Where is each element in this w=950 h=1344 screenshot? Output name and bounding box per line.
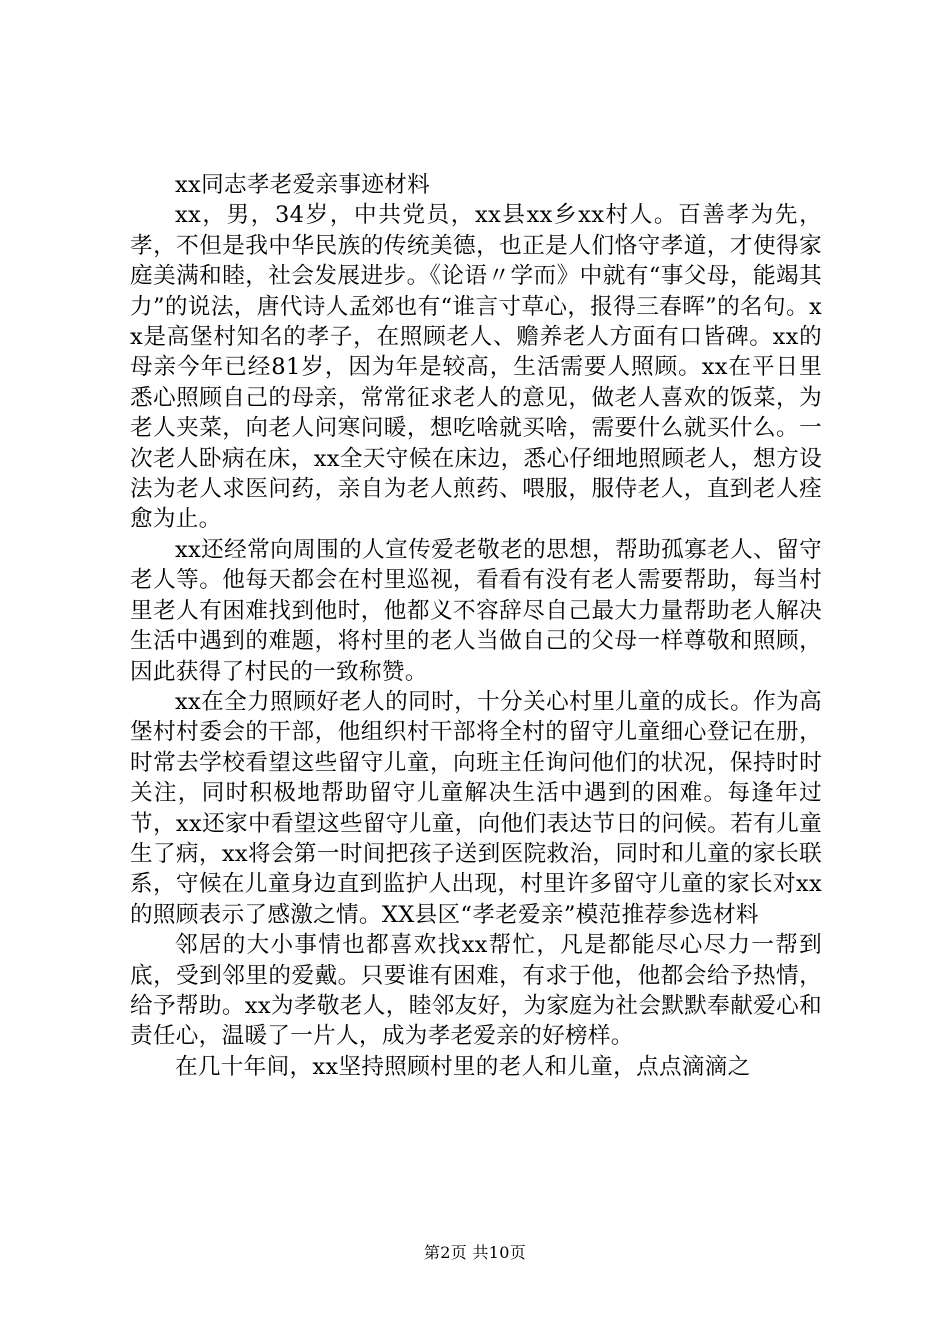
paragraph-3: xx在全力照顾好老人的同时，十分关心村里儿童的成长。作为高堡村村委会的干部，他组织村干部将全村的留守儿童细心登记在册，时常去学校看望这些留守儿童，向班主任询问他们的状况，保持时时关注，同时积极地帮助留守儿童解决生活中遇到的困难。每逢年过节，xx还家中看望这些留守儿童，向他们表达节日的问候。若有儿童生了病，xx将会第一时间把孩子送到医院救治，同时和儿童的家长联系，守候在儿童身边直到监护人出现，村里许多留守儿童的家长对xx的照顾表示了感激之情。XX县区“孝老爱亲”模范推荐参选材料 (130, 688, 822, 928)
paragraph-2: xx还经常向周围的人宣传爱老敬老的思想，帮助孤寡老人、留守老人等。他每天都会在村里巡视，看看有没有老人需要帮助，每当村里老人有困难找到他时，他都义不容辞尽自己最大力量帮助老人解决生活中遇到的难题，将村里的老人当做自己的父母一样尊敬和照顾，因此获得了村民的一致称赞。 (130, 536, 822, 685)
document-title: xx同志孝老爱亲事迹材料 (175, 172, 431, 198)
page-footer: 第2页 共10页 (423, 1243, 527, 1262)
paragraph-4: 邻居的大小事情也都喜欢找xx帮忙，凡是都能尽心尽力一帮到底，受到邻里的爱戴。只要谁有困难，有求于他，他都会给予热情，给予帮助。xx为孝敬老人，睦邻友好，为家庭为社会默默奉献爱心和责任心，温暖了一片人，成为孝老爱亲的好榜样。 (130, 932, 822, 1050)
document-body (130, 170, 822, 1082)
paragraph-1: xx，男，34岁，中共党员，xx县xx乡xx村人。百善孝为先，孝，不但是我中华民族的传统美德，也正是人们恪守孝道，才使得家庭美满和睦，社会发展进步。《论语〃学而》中就有“事父母，能竭其力”的说法，唐代诗人孟郊也有“谁言寸草心，报得三春晖”的名句。xx是高堡村知名的孝子，在照顾老人、赡养老人方面有口皆碑。xx的母亲今年已经81岁，因为年是较高，生活需要人照顾。xx在平日里悉心照顾自己的母亲，常常征求老人的意见，做老人喜欢的饭菜，为老人夹菜，向老人问寒问暖，想吃啥就买啥，需要什么就买什么。一次老人卧病在床，xx全天守候在床边，悉心仔细地照顾老人，想方设法为老人求医问药，亲自为老人煎药、喂服，服侍老人，直到老人痊愈为止。 (130, 202, 822, 533)
paragraph-5: 在几十年间，xx坚持照顾村里的老人和儿童，点点滴滴之 (175, 1053, 751, 1080)
